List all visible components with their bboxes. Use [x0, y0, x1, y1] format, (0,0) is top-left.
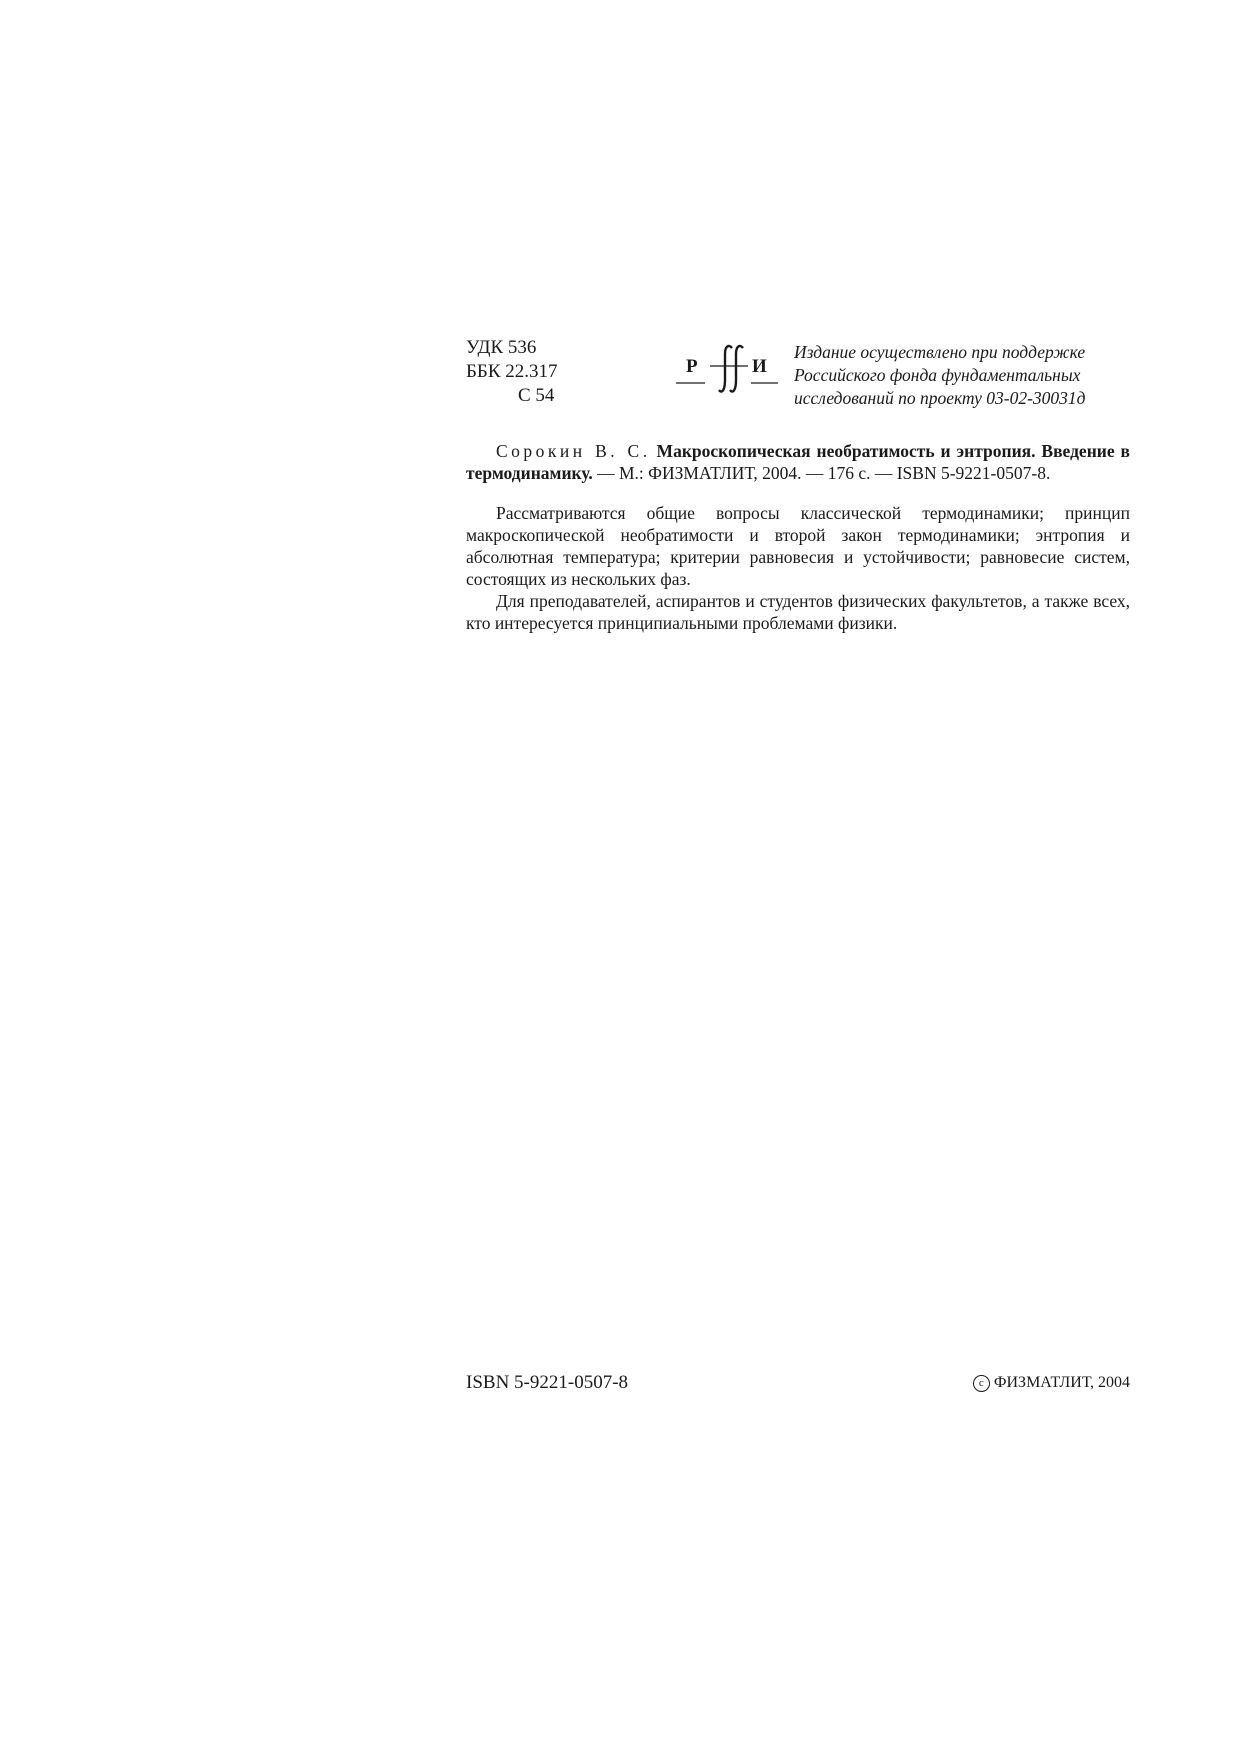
book-annotation — [466, 440, 1130, 634]
bibliographic-record — [466, 440, 1130, 484]
annotation-paragraph: Рассматриваются общие вопросы классической термодинамики; принцип макроскопической необратимости и второй закон термодинамики; энтропия и абсолютная температура; критерии равновесия и устойчивости; равновесие систем, состоящих из нескольких фаз. — [466, 503, 1130, 589]
logo-letter-r: Р — [686, 356, 698, 377]
imprint-details: — М.: ФИЗМАТЛИТ, 2004. — 176 с. — ISBN 5-9221-0507-8. — [597, 463, 1051, 483]
audience-paragraph: Для преподавателей, аспирантов и студентов физических факультетов, а также всех, кто интересуется принципиальными проблемами физики. — [466, 591, 1130, 633]
funding-note — [794, 341, 1130, 410]
funding-note-line: исследований по проекту 03-02-30031д — [794, 388, 1086, 408]
isbn-number: ISBN 5-9221-0507-8 — [466, 1372, 629, 1393]
logo-letter-i: И — [752, 356, 767, 377]
author-mark: С 54 — [518, 385, 555, 406]
author-name: Сорокин В. С. — [496, 441, 651, 461]
book-title: Макроскопическая необратимость и энтропия. Введение в термодинамику. — [466, 441, 1131, 483]
classification-codes — [466, 336, 558, 408]
funding-note-line: Российского фонда фундаментальных — [794, 365, 1081, 385]
funding-note-line: Издание осуществлено при поддержке — [794, 342, 1086, 362]
copyright-notice — [973, 1374, 1130, 1392]
rffi-logo-icon — [674, 342, 782, 398]
udk-code: УДК 536 — [466, 337, 537, 358]
copyright-icon: c — [973, 1375, 990, 1392]
copyright-holder: ФИЗМАТЛИТ, 2004 — [993, 1374, 1130, 1391]
bbk-code: ББК 22.317 — [466, 361, 558, 382]
